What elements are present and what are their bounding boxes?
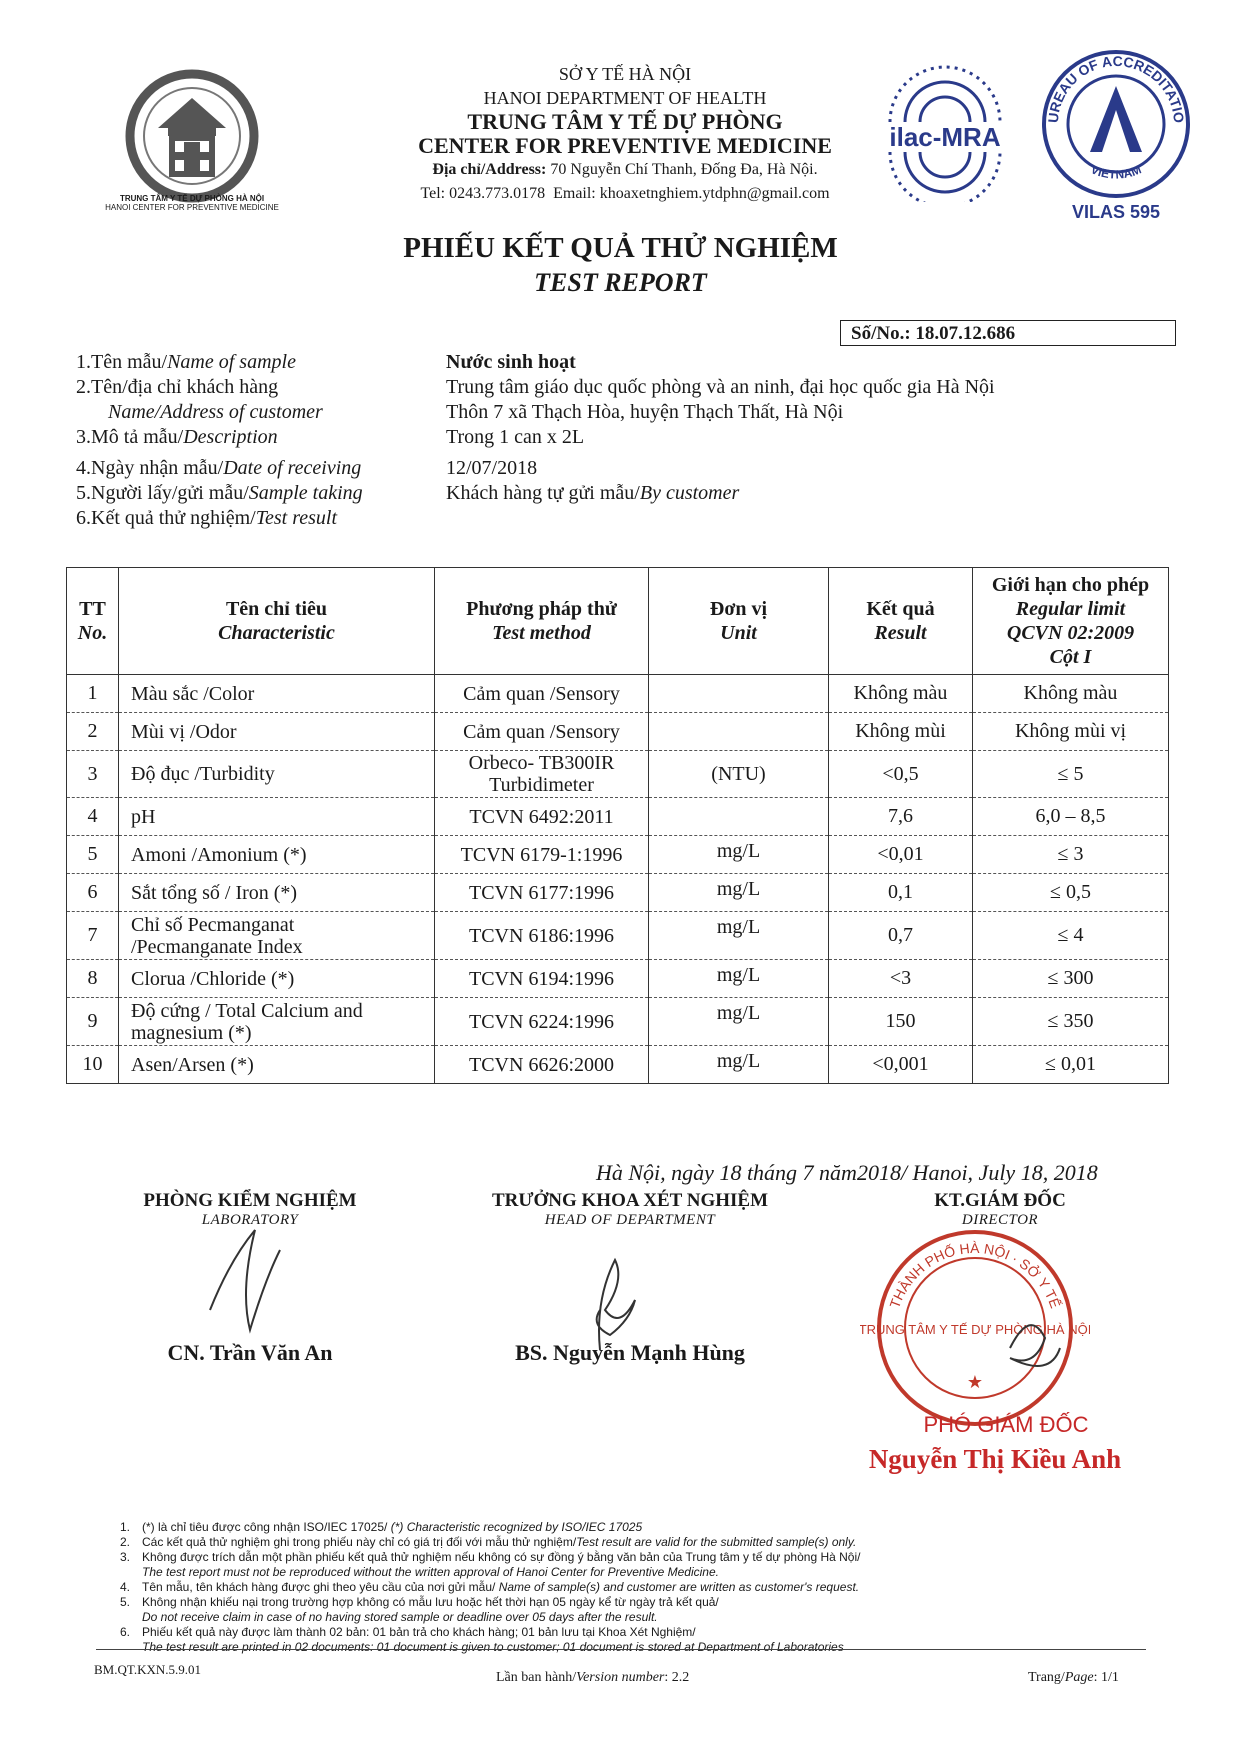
- footer-divider: [96, 1649, 1146, 1650]
- header-method: Phương pháp thử Test method: [435, 568, 649, 675]
- cell-method: Orbeco- TB300IR Turbidimeter: [435, 751, 649, 798]
- cell-unit: [649, 675, 829, 713]
- cell-result: <0,5: [829, 751, 973, 798]
- lab-signature: [200, 1220, 300, 1340]
- cell-tt: 9: [67, 998, 119, 1046]
- center-vn: TRUNG TÂM Y TẾ DỰ PHÒNG: [467, 109, 783, 134]
- cell-result: 0,7: [829, 912, 973, 960]
- header-limit: Giới hạn cho phép Regular limit QCVN 02:2009 Cột I: [973, 568, 1169, 675]
- cell-characteristic: Độ cứng / Total Calcium and magnesium (*): [119, 998, 435, 1046]
- version-number: Lần ban hành/Version number: 2.2: [496, 1670, 690, 1685]
- header-characteristic: Tên chỉ tiêu Characteristic: [119, 568, 435, 675]
- value-sample-name: Nước sinh hoạt: [446, 351, 576, 373]
- boa-top-text: UREAU OF ACCREDITATIO: [1044, 52, 1188, 124]
- cell-tt: 1: [67, 675, 119, 713]
- header-result: Kết quả Result: [829, 568, 973, 675]
- cell-method: Cảm quan /Sensory: [435, 675, 649, 713]
- cell-unit: mg/L: [649, 1046, 829, 1084]
- table-row: [67, 713, 1169, 751]
- center-en: CENTER FOR PREVENTIVE MEDICINE: [418, 133, 832, 158]
- cell-method: TCVN 6626:2000: [435, 1046, 649, 1084]
- cell-characteristic: Clorua /Chloride (*): [119, 960, 435, 998]
- label-test-result: 6.Kết quả thử nghiệm/Test result: [76, 507, 338, 529]
- value-date-received: 12/07/2018: [446, 457, 538, 479]
- cell-limit: 6,0 – 8,5: [973, 798, 1169, 836]
- value-sample-taking: Khách hàng tự gửi mẫu/By customer: [446, 482, 740, 504]
- svg-text:★: ★: [966, 1372, 984, 1392]
- head-signature-block: TRƯỞNG KHOA XÉT NGHIỆM HEAD OF DEPARTMENT: [491, 1190, 769, 1228]
- boa-accreditation-logo: [1040, 48, 1192, 223]
- cell-method: TCVN 6177:1996: [435, 874, 649, 912]
- cell-unit: mg/L: [649, 836, 829, 874]
- svg-text:TRUNG TÂM Y TẾ DỰ PHÒNG HÀ NỘI: TRUNG TÂM Y TẾ DỰ PHÒNG HÀ NỘI: [860, 1322, 1090, 1337]
- cell-method: TCVN 6194:1996: [435, 960, 649, 998]
- cell-unit: (NTU): [649, 751, 829, 798]
- cell-result: 7,6: [829, 798, 973, 836]
- header-tt: TT No.: [67, 568, 119, 675]
- cell-result: 0,1: [829, 874, 973, 912]
- value-customer-name: Trung tâm giáo dục quốc phòng và an ninh, đại học quốc gia Hà Nội: [446, 376, 995, 398]
- cell-result: Không mùi: [829, 713, 973, 751]
- address-line: Địa chỉ/Address: 70 Nguyễn Chí Thanh, Đống Đa, Hà Nội.: [432, 161, 818, 178]
- cell-tt: 4: [67, 798, 119, 836]
- cell-characteristic: Màu sắc /Color: [119, 675, 435, 713]
- footnote-item: Do not receive claim in case of no having stored sample or deadline over 05 days after the result.: [142, 1610, 658, 1624]
- cell-limit: ≤ 5: [973, 751, 1169, 798]
- letterhead: [360, 62, 890, 206]
- footnote-item: 5. Không nhận khiếu nại trong trường hợp không có mẫu lưu hoặc hết thời hạn 05 ngày kể từ ngày trả kết quả/: [120, 1595, 719, 1609]
- cell-characteristic: pH: [119, 798, 435, 836]
- cell-tt: 10: [67, 1046, 119, 1084]
- cell-limit: ≤ 0,5: [973, 874, 1169, 912]
- table-row: [67, 960, 1169, 998]
- cell-result: Không màu: [829, 675, 973, 713]
- cell-limit: ≤ 300: [973, 960, 1169, 998]
- cell-tt: 8: [67, 960, 119, 998]
- label-description: 3.Mô tả mẫu/Description: [76, 426, 278, 448]
- page-number: Trang/Page: 1/1: [1028, 1670, 1119, 1685]
- cell-result: <0,01: [829, 836, 973, 874]
- cell-characteristic: Mùi vị /Odor: [119, 713, 435, 751]
- cell-method: Cảm quan /Sensory: [435, 713, 649, 751]
- cell-unit: mg/L: [649, 998, 829, 1046]
- cell-unit: mg/L: [649, 874, 829, 912]
- label-sample-name: 1.Tên mẫu/Name of sample: [76, 351, 296, 373]
- logo-caption: TRUNG TÂM Y TẾ DỰ PHÒNG HÀ NỘI HANOI CENTER FOR PREVENTIVE MEDICINE: [105, 194, 279, 212]
- table-row: [67, 675, 1169, 713]
- footnote-item: 4. Tên mẫu, tên khách hàng được ghi theo yêu cầu của nơi gửi mẫu/ Name of sample(s) and customer are written as customer's request.: [120, 1580, 860, 1594]
- info-values: [446, 350, 995, 506]
- svg-text:THÀNH PHỐ HÀ NỘI · SỞ Y TẾ: THÀNH PHỐ HÀ NỘI · SỞ Y TẾ: [886, 1239, 1064, 1311]
- table-row: [67, 1046, 1169, 1084]
- cell-method: TCVN 6492:2011: [435, 798, 649, 836]
- table-row: [67, 798, 1169, 836]
- report-title-vn: PHIẾU KẾT QUẢ THỬ NGHIỆM: [403, 232, 838, 264]
- cell-limit: ≤ 3: [973, 836, 1169, 874]
- results-table: [66, 567, 1169, 1084]
- cell-tt: 7: [67, 912, 119, 960]
- cell-result: <0,001: [829, 1046, 973, 1084]
- report-number: Số/No.: 18.07.12.686: [840, 320, 1176, 346]
- cell-tt: 6: [67, 874, 119, 912]
- cell-method: TCVN 6224:1996: [435, 998, 649, 1046]
- label-sample-taking: 5.Người lấy/gửi mẫu/Sample taking: [76, 482, 363, 504]
- cell-limit: Không màu: [973, 675, 1169, 713]
- cell-method: TCVN 6186:1996: [435, 912, 649, 960]
- boa-bottom-text: VIETNAM: [1088, 162, 1144, 182]
- cell-result: <3: [829, 960, 973, 998]
- cell-characteristic: Amoni /Amonium (*): [119, 836, 435, 874]
- ilac-text: ilac-MRA: [889, 122, 1001, 152]
- cell-characteristic: Chỉ số Pecmanganat /Pecmanganate Index: [119, 912, 435, 960]
- cell-limit: Không mùi vị: [973, 713, 1169, 751]
- form-code: BM.QT.KXN.5.9.01: [94, 1662, 202, 1677]
- label-customer: 2.Tên/địa chỉ khách hàng: [76, 376, 279, 398]
- vice-director-title: PHÓ GIÁM ĐỐC: [923, 1412, 1089, 1437]
- footnote-item: The test result are printed in 02 documents: 01 document is given to customer; 01 document is stored at Department of Laboratories: [142, 1640, 844, 1654]
- cell-tt: 3: [67, 751, 119, 798]
- value-description: Trong 1 can x 2L: [446, 426, 585, 448]
- cell-tt: 2: [67, 713, 119, 751]
- footnote-item: The test report must not be reproduced without the written approval of Hanoi Center for Preventive Medicine.: [142, 1565, 719, 1579]
- cell-characteristic: Sắt tổng số / Iron (*): [119, 874, 435, 912]
- cell-unit: mg/L: [649, 960, 829, 998]
- table-row: [67, 751, 1169, 798]
- table-header-row: [67, 568, 1169, 675]
- cell-limit: ≤ 350: [973, 998, 1169, 1046]
- report-title-en: TEST REPORT: [534, 268, 707, 297]
- director-name: Nguyễn Thị Kiều Anh: [868, 1444, 1122, 1474]
- footnote-item: 6. Phiếu kết quả này được làm thành 02 bản: 01 bản trả cho khách hàng; 01 bản lưu tại Khoa Xét Nghiệm/: [120, 1625, 696, 1639]
- lab-name: CN. Trần Văn An: [167, 1340, 333, 1365]
- ilac-mra-logo: [860, 52, 1030, 202]
- table-row: [67, 874, 1169, 912]
- footnotes: [120, 1520, 1100, 1655]
- value-customer-address: Thôn 7 xã Thạch Hòa, huyện Thạch Thất, Hà Nội: [446, 401, 844, 423]
- dept-vn: SỞ Y TẾ HÀ NỘI: [558, 64, 692, 84]
- cell-characteristic: Asen/Arsen (*): [119, 1046, 435, 1084]
- cell-method: TCVN 6179-1:1996: [435, 836, 649, 874]
- header-unit: Đơn vị Unit: [649, 568, 829, 675]
- footnote-item: 2. Các kết quả thử nghiệm ghi trong phiếu này chỉ có giá trị đối với mẫu thử nghiệm/Test result are valid for the submitted sample(s) only.: [120, 1535, 857, 1549]
- label-date-received: 4.Ngày nhận mẫu/Date of receiving: [76, 457, 362, 479]
- report-date: Hà Nội, ngày 18 tháng 7 năm2018/ Hanoi, July 18, 2018: [596, 1160, 1098, 1185]
- cell-result: 150: [829, 998, 973, 1046]
- cell-characteristic: Độ đục /Turbidity: [119, 751, 435, 798]
- lab-signature-block: PHÒNG KIỂM NGHIỆM LABORATORY: [143, 1190, 357, 1228]
- table-row: [67, 998, 1169, 1046]
- cell-unit: mg/L: [649, 912, 829, 960]
- cell-unit: [649, 798, 829, 836]
- contact-line: Tel: 0243.773.0178 Email: khoaxetnghiem.ytdphn@gmail.com: [420, 185, 830, 202]
- cell-limit: ≤ 0,01: [973, 1046, 1169, 1084]
- cell-tt: 5: [67, 836, 119, 874]
- dept-en: HANOI DEPARTMENT OF HEALTH: [483, 88, 767, 108]
- cell-unit: [649, 713, 829, 751]
- head-name: BS. Nguyễn Mạnh Hùng: [515, 1340, 745, 1365]
- svg-text:VIETNAM: [1089, 162, 1144, 181]
- info-labels: [76, 350, 363, 531]
- cell-limit: ≤ 4: [973, 912, 1169, 960]
- label-customer-en: Name/Address of customer: [108, 401, 323, 423]
- table-row: [67, 836, 1169, 874]
- director-signature-block: KT.GIÁM ĐỐC DIRECTOR: [934, 1190, 1066, 1228]
- vilas-text: VILAS 595: [1071, 202, 1161, 222]
- footnote-item: 1. (*) là chỉ tiêu được công nhận ISO/IEC 17025/ (*) Characteristic recognized by ISO/IEC 17025: [120, 1520, 643, 1534]
- table-row: [67, 912, 1169, 960]
- footnote-item: 3. Không được trích dẫn một phần phiếu kết quả thử nghiệm nếu không có sự đồng ý bằng văn bản của Trung tâm y tế dự phòng Hà Nội/: [120, 1550, 861, 1564]
